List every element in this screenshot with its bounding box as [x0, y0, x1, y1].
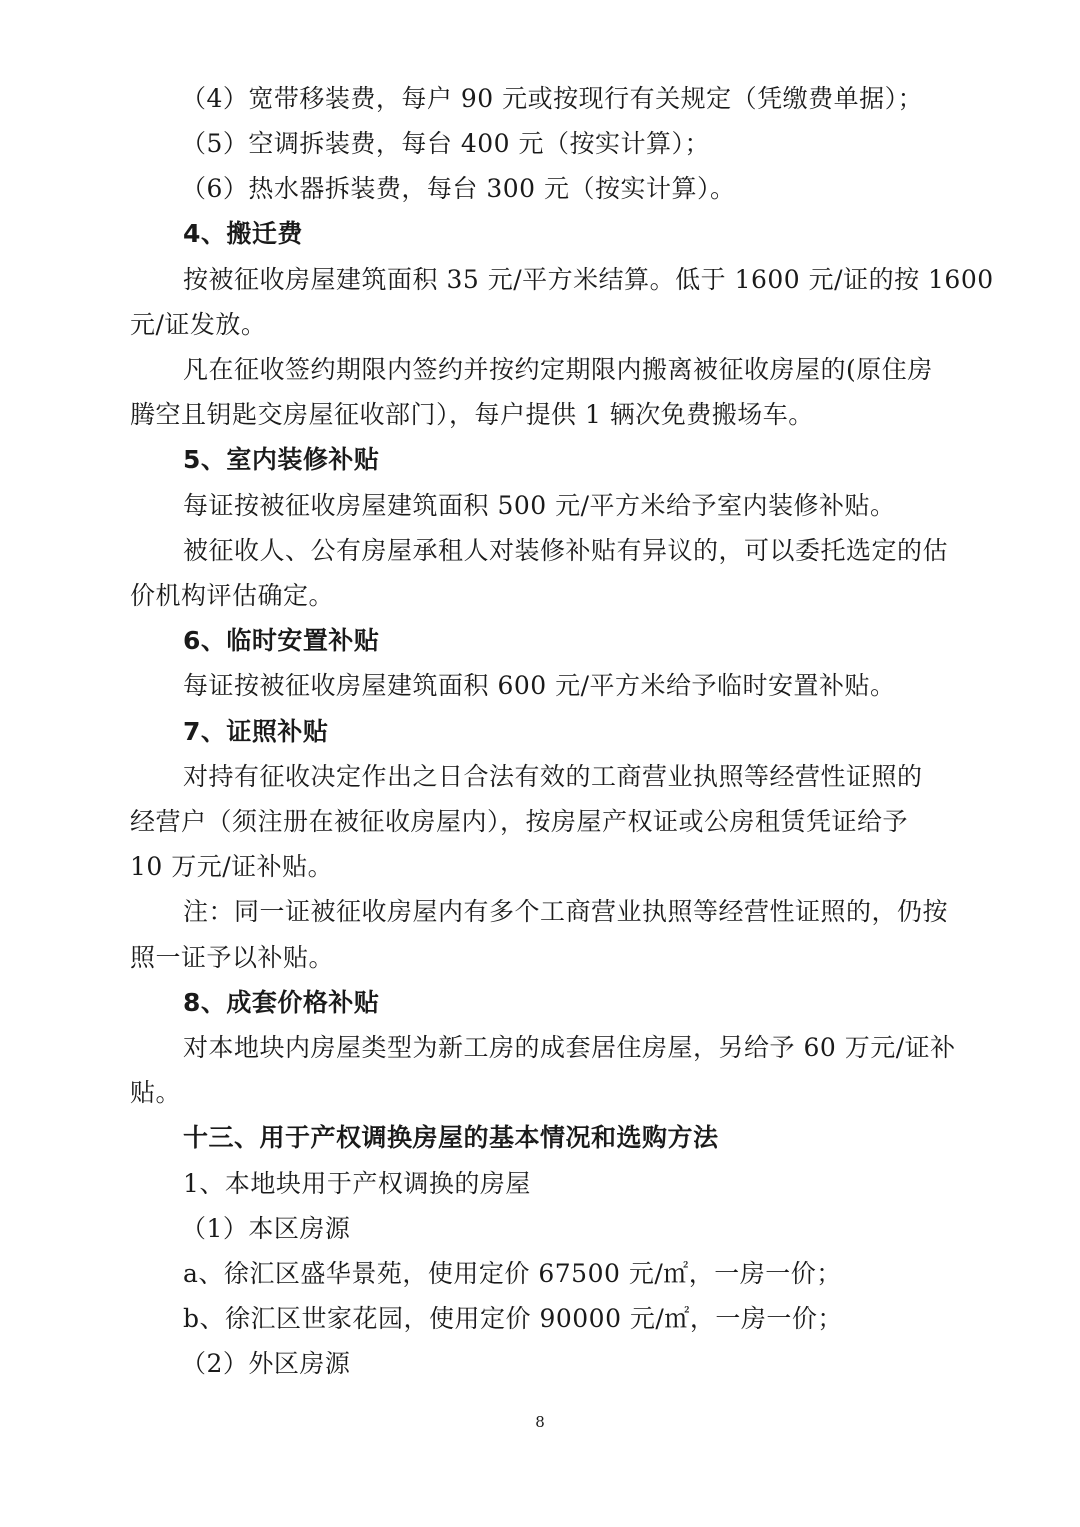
- section-heading-license-subsidy: 7、证照补贴: [183, 717, 329, 746]
- text-line-license-subsidy-1: 对持有征收决定作出之日合法有效的工商营业执照等经营性证照的: [183, 762, 923, 791]
- text-line-license-note-1: 注：同一证被征收房屋内有多个工商营业执照等经营性证照的，仍按: [183, 897, 949, 926]
- section-heading-moving-fee: 4、搬迁费: [183, 219, 303, 248]
- text-line-moving-fee-2: 元/证发放。: [130, 310, 267, 339]
- section-heading-decoration-subsidy: 5、室内装修补贴: [183, 445, 380, 474]
- text-line-temporary-resettlement: 每证按被征收房屋建筑面积 600 元/平方米给予临时安置补贴。: [183, 671, 896, 700]
- text-line-complete-set-subsidy-1: 对本地块内房屋类型为新工房的成套居住房屋，另给予 60 万元/证补: [183, 1033, 956, 1062]
- text-line-decoration-appeal-1: 被征收人、公有房屋承租人对装修补贴有异议的，可以委托选定的估: [183, 536, 949, 565]
- text-line-moving-truck-1: 凡在征收签约期限内签约并按约定期限内搬离被征收房屋的(原住房: [183, 355, 933, 384]
- text-line-swap-houses: 1、本地块用于产权调换的房屋: [183, 1169, 531, 1198]
- text-line-moving-truck-2: 腾空且钥匙交房屋征收部门），每户提供 1 辆次免费搬场车。: [130, 400, 814, 429]
- text-line-shenghua-jingyuan: a、徐汇区盛华景苑，使用定价 67500 元/㎡，一房一价；: [183, 1259, 842, 1288]
- text-line-decoration-appeal-2: 价机构评估确定。: [130, 581, 335, 610]
- text-line-other-district-source: （2）外区房源: [181, 1349, 351, 1378]
- section-heading-temporary-resettlement: 6、临时安置补贴: [183, 626, 380, 655]
- section-heading-complete-set-subsidy: 8、成套价格补贴: [183, 988, 380, 1017]
- text-line-license-subsidy-3: 10 万元/证补贴。: [130, 852, 334, 881]
- text-line-license-note-2: 照一证予以补贴。: [130, 943, 335, 972]
- text-line-local-district-source: （1）本区房源: [181, 1214, 351, 1243]
- text-line-broadband-fee: （4）宽带移装费，每户 90 元或按现行有关规定（凭缴费单据）；: [181, 84, 924, 113]
- page-number: 8: [535, 1413, 545, 1431]
- text-line-aircon-fee: （5）空调拆装费，每台 400 元（按实计算）；: [181, 129, 711, 158]
- text-line-license-subsidy-2: 经营户（须注册在被征收房屋内），按房屋产权证或公房租赁凭证给予: [130, 807, 909, 836]
- text-line-complete-set-subsidy-2: 贴。: [130, 1078, 182, 1107]
- text-line-decoration-subsidy: 每证按被征收房屋建筑面积 500 元/平方米给予室内装修补贴。: [183, 491, 896, 520]
- chapter-heading-property-swap: 十三、用于产权调换房屋的基本情况和选购方法: [183, 1123, 719, 1152]
- text-line-water-heater-fee: （6）热水器拆装费，每台 300 元（按实计算）。: [181, 174, 736, 203]
- text-line-moving-fee-1: 按被征收房屋建筑面积 35 元/平方米结算。低于 1600 元/证的按 1600: [183, 265, 994, 294]
- text-line-shijia-garden: b、徐汇区世家花园，使用定价 90000 元/㎡，一房一价；: [183, 1304, 843, 1333]
